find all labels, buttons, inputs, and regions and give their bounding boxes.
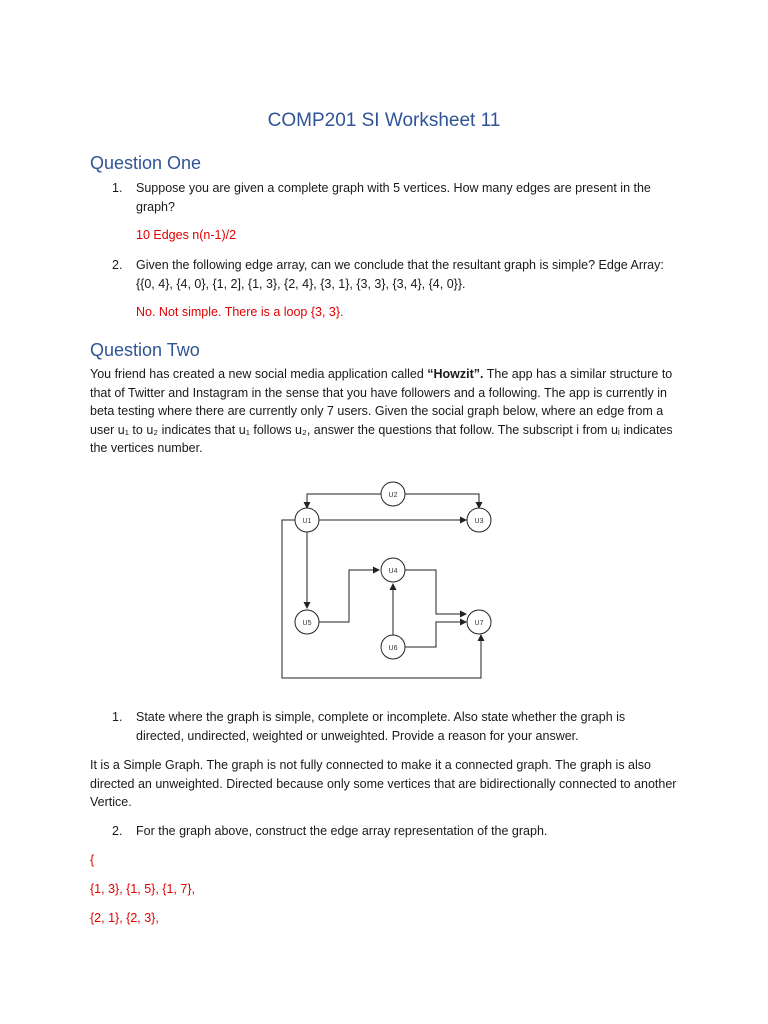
svg-text:U5: U5 bbox=[302, 620, 312, 627]
svg-text:U4: U4 bbox=[388, 568, 398, 575]
q1-item2-text: Given the following edge array, can we conclude that the resultant graph is simple? Edge Array: {{0, 4}, {4, 0}, {1, 2], {1, 3}, {2, 4}, {3, 1}, {3, 3}, {3, 4}, {4, 0}}. bbox=[136, 258, 664, 291]
graph-node-u7 bbox=[467, 610, 491, 634]
svg-text:U1: U1 bbox=[302, 518, 312, 525]
q2-item1-number: 1. bbox=[112, 710, 123, 724]
graph-node-u1 bbox=[295, 508, 319, 532]
graph-node-u4 bbox=[381, 558, 405, 582]
edge-u6-u7 bbox=[405, 622, 466, 647]
edge-u2-u3 bbox=[405, 494, 479, 508]
graph-node-u3 bbox=[467, 508, 491, 532]
edge-u1-u7 bbox=[282, 520, 481, 678]
q2-answer1: It is a Simple Graph. The graph is not fully connected to make it a connected graph. The graph is also directed an unweighted. Directed because only some vertices that are bidirectionally connected to another Vertice. bbox=[90, 758, 677, 809]
q2-item1-text: State where the graph is simple, complete or incomplete. Also state whether the graph is directed, undirected, weighted or unweighted. Provide a reason for your answer. bbox=[136, 710, 626, 743]
question-one-heading: Question One bbox=[90, 153, 202, 173]
edge-u2-u1 bbox=[307, 494, 381, 508]
intro-text-end: The app has a similar structure to that of Twitter and Instagram in the sense that you have followers and a following. The app is currently in beta testing where there are currently only 7 users. Given the social graph below, where an edge from a user u₁ to u₂ indicates that u₁ follows u₂, answer the questions that follow. The subscript i from uᵢ indicates the vertices number. bbox=[90, 367, 673, 455]
edge-array-line: {1, 3}, {1, 5}, {1, 7}, bbox=[90, 882, 195, 896]
edge-array-line: {2, 1}, {2, 3}, bbox=[90, 911, 159, 925]
page-title: COMP201 SI Worksheet 11 bbox=[267, 110, 501, 131]
app-name: “Howzit”. bbox=[427, 367, 484, 381]
q2-item2-number: 2. bbox=[112, 824, 123, 838]
svg-text:U7: U7 bbox=[474, 620, 484, 627]
edge-u5-u4 bbox=[319, 570, 379, 622]
svg-text:U3: U3 bbox=[474, 518, 484, 525]
q1-item1-number: 1. bbox=[112, 181, 123, 195]
question-two-heading: Question Two bbox=[90, 340, 200, 360]
q1-item2-answer: No. Not simple. There is a loop {3, 3}. bbox=[136, 305, 344, 319]
svg-text:U6: U6 bbox=[388, 645, 398, 652]
graph-node-u2 bbox=[381, 482, 405, 506]
graph-node-u5 bbox=[295, 610, 319, 634]
q1-item2-number: 2. bbox=[112, 258, 123, 272]
svg-text:U2: U2 bbox=[388, 492, 398, 499]
graph-node-u6 bbox=[381, 635, 405, 659]
edge-array-line: { bbox=[90, 853, 95, 867]
q1-item1-answer: 10 Edges n(n-1)/2 bbox=[136, 228, 237, 242]
q1-item1-text: Suppose you are given a complete graph with 5 vertices. How many edges are present in the graph? bbox=[136, 181, 651, 214]
q2-item2-text: For the graph above, construct the edge array representation of the graph. bbox=[136, 824, 548, 838]
intro-text-start: You friend has created a new social media application called bbox=[90, 367, 428, 381]
edge-u4-u7 bbox=[405, 570, 466, 614]
